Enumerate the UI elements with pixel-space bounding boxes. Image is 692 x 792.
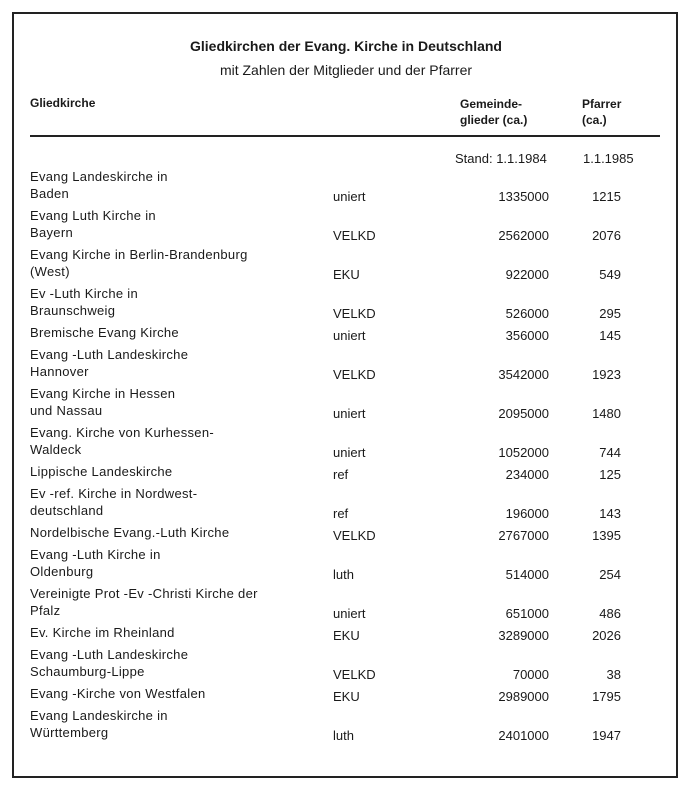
church-confession: EKU (333, 267, 360, 282)
pastor-count: 38 (606, 667, 621, 682)
church-confession: EKU (333, 689, 360, 704)
member-count: 1335000 (498, 189, 549, 204)
church-confession: VELKD (333, 228, 376, 243)
member-count: 651000 (505, 606, 549, 621)
church-name: Evang. Kirche von Kurhessen- Waldeck (30, 425, 214, 457)
member-count: 1052000 (498, 445, 549, 460)
table-row (0, 246, 692, 280)
church-confession: luth (333, 728, 354, 743)
member-count: 2095000 (498, 406, 549, 421)
table-row (0, 463, 692, 480)
page-title: Gliedkirchen der Evang. Kirche in Deutschland (190, 38, 502, 54)
pastor-count: 486 (599, 606, 621, 621)
church-confession: uniert (333, 606, 366, 621)
pastor-count: 549 (599, 267, 621, 282)
member-count: 2767000 (498, 528, 549, 543)
table-row (0, 546, 692, 580)
pastor-count: 143 (599, 506, 621, 521)
member-count: 922000 (505, 267, 549, 282)
table-row (0, 385, 692, 419)
church-confession: uniert (333, 445, 366, 460)
pastor-count: 145 (599, 328, 621, 343)
table-row (0, 207, 692, 241)
church-name: Evang Landeskirche in Baden (30, 169, 168, 201)
church-name: Ev. Kirche im Rheinland (30, 625, 175, 640)
pastor-count: 254 (599, 567, 621, 582)
table-row (0, 707, 692, 741)
pastor-count: 2076 (592, 228, 621, 243)
church-name: Ev -ref. Kirche in Nordwest- deutschland (30, 486, 198, 518)
church-confession: VELKD (333, 528, 376, 543)
member-count: 526000 (505, 306, 549, 321)
pastor-count: 1923 (592, 367, 621, 382)
table-row (0, 285, 692, 319)
pastor-count: 1947 (592, 728, 621, 743)
church-name: Evang -Luth Kirche in Oldenburg (30, 547, 161, 579)
table-row (0, 485, 692, 519)
church-name: Evang Kirche in Hessen und Nassau (30, 386, 176, 418)
pastor-count: 1395 (592, 528, 621, 543)
table-row (0, 424, 692, 458)
church-name: Evang -Luth Landeskirche Schaumburg-Lippe (30, 647, 189, 679)
church-name: Evang -Kirche von Westfalen (30, 686, 206, 701)
header-members: Gemeinde- glieder (ca.) (460, 97, 528, 127)
church-confession: uniert (333, 406, 366, 421)
pastor-count: 744 (599, 445, 621, 460)
table-row (0, 624, 692, 641)
member-count: 514000 (505, 567, 549, 582)
church-name: Bremische Evang Kirche (30, 325, 179, 340)
church-name: Nordelbische Evang.-Luth Kirche (30, 525, 230, 540)
church-confession: VELKD (333, 367, 376, 382)
member-count: 234000 (505, 467, 549, 482)
table-row (0, 346, 692, 380)
church-confession: VELKD (333, 667, 376, 682)
church-name: Lippische Landeskirche (30, 464, 173, 479)
church-confession: uniert (333, 189, 366, 204)
member-count: 2401000 (498, 728, 549, 743)
table-row (0, 585, 692, 619)
member-count: 3289000 (498, 628, 549, 643)
pastor-count: 1795 (592, 689, 621, 704)
church-confession: EKU (333, 628, 360, 643)
pastor-count: 1480 (592, 406, 621, 421)
table-row (0, 524, 692, 541)
member-count: 196000 (505, 506, 549, 521)
church-name: Evang Kirche in Berlin-Brandenburg (West) (30, 247, 248, 279)
table-row (0, 646, 692, 680)
church-name: Evang Luth Kirche in Bayern (30, 208, 156, 240)
member-count: 70000 (512, 667, 549, 682)
pastor-count: 295 (599, 306, 621, 321)
page-subtitle: mit Zahlen der Mitglieder und der Pfarrer (219, 62, 473, 78)
table-row (0, 685, 692, 702)
pastor-count: 125 (599, 467, 621, 482)
member-count: 3542000 (498, 367, 549, 382)
pastor-count: 2026 (592, 628, 621, 643)
church-confession: uniert (333, 328, 366, 343)
table-row (0, 168, 692, 202)
church-confession: ref (333, 467, 349, 482)
church-name: Ev -Luth Kirche in Braunschweig (30, 286, 139, 318)
church-confession: ref (333, 506, 349, 521)
header-pastors: Pfarrer (ca.) (582, 97, 622, 127)
header-divider (30, 135, 660, 137)
member-count: 356000 (505, 328, 549, 343)
church-name: Evang Landeskirche in Württemberg (30, 708, 168, 740)
church-confession: luth (333, 567, 354, 582)
stand-members-date: Stand: 1.1.1984 (455, 151, 547, 166)
church-confession: VELKD (333, 306, 376, 321)
church-name: Evang -Luth Landeskirche Hannover (30, 347, 189, 379)
stand-pastors-date: 1.1.1985 (583, 151, 634, 166)
table-row (0, 324, 692, 341)
pastor-count: 1215 (592, 189, 621, 204)
member-count: 2989000 (498, 689, 549, 704)
member-count: 2562000 (498, 228, 549, 243)
header-church: Gliedkirche (30, 96, 96, 110)
church-name: Vereinigte Prot -Ev -Christi Kirche der Pfalz (30, 586, 258, 618)
